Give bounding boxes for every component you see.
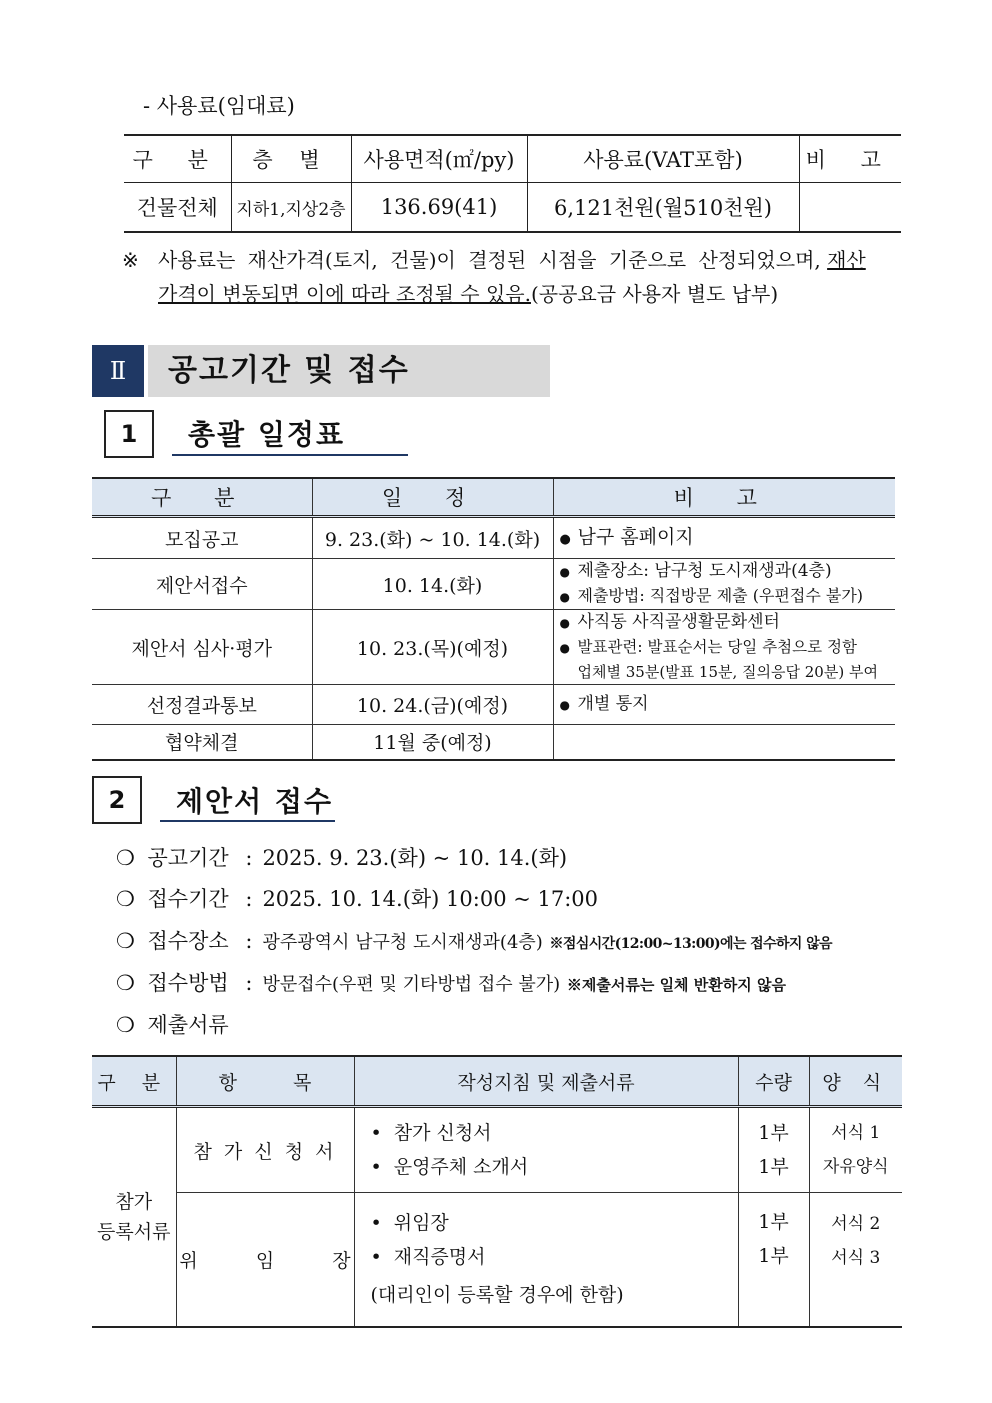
schedule-note: 사직동 사직골생활문화센터 <box>577 612 780 632</box>
submission-value: 광주광역시 남구청 도시재생과(4층) <box>262 932 543 953</box>
section-number: Ⅱ <box>92 345 144 397</box>
section-title: 공고기간 및 접수 <box>148 345 550 397</box>
rent-note-line1: 사용료는 재산가격(토지, 건물)이 결정된 시점을 기준으로 산정되었으며, <box>158 248 821 272</box>
schedule-title-underline <box>172 454 408 456</box>
bullet-icon: ● <box>559 565 570 579</box>
schedule-table <box>92 477 895 761</box>
documents-table <box>92 1055 902 1328</box>
submission-colon: : <box>245 846 253 870</box>
submission-extra: ※점심시간(12:00~13:00)에는 접수하지 않음 <box>549 936 832 952</box>
docs-note: (대리인이 등록할 경우에 한함) <box>370 1284 624 1307</box>
rent-cell-fee: 6,121천원(월510천원) <box>527 183 799 233</box>
submission-label: 공고기간 <box>147 846 229 870</box>
bullet-icon: ● <box>559 698 570 712</box>
rent-table <box>124 134 901 233</box>
schedule-header-remark: 비 고 <box>553 478 895 517</box>
schedule-note: 개별 통지 <box>577 694 649 714</box>
circle-bullet-icon: ❍ <box>116 971 135 995</box>
table-row <box>92 685 895 725</box>
schedule-name: 모집공고 <box>92 517 312 559</box>
schedule-title: 총괄 일정표 <box>188 418 345 451</box>
submission-extra: ※제출서류는 일체 반환하지 않음 <box>566 976 786 994</box>
submission-label: 접수방법 <box>147 971 229 995</box>
bullet-icon: ● <box>559 531 571 547</box>
bullet-icon: ● <box>559 616 570 630</box>
schedule-date: 9. 23.(화) ~ 10. 14.(화) <box>312 517 553 559</box>
schedule-number: 1 <box>104 410 154 458</box>
schedule-notes <box>553 685 895 725</box>
submission-number: 2 <box>92 776 142 824</box>
submission-item <box>116 925 832 955</box>
schedule-name: 제안서 심사·평가 <box>92 610 312 685</box>
submission-value: 2025. 9. 23.(화) ~ 10. 14.(화) <box>262 846 568 870</box>
docs-category-line: 참가 <box>115 1190 153 1213</box>
docs-qty <box>738 1107 809 1193</box>
docs-qty <box>738 1193 809 1327</box>
schedule-name: 선정결과통보 <box>92 685 312 725</box>
table-row <box>92 517 895 559</box>
schedule-header-date: 일 정 <box>312 478 553 517</box>
table-row <box>92 610 895 685</box>
submission-value: 방문접수(우편 및 기타방법 접수 불가) <box>262 974 561 995</box>
table-row <box>92 725 895 760</box>
docs-qty-value: 1부 <box>758 1245 789 1267</box>
schedule-date: 10. 24.(금)(예정) <box>312 685 553 725</box>
docs-header-qty: 수량 <box>738 1056 809 1107</box>
docs-qty-value: 1부 <box>758 1211 789 1233</box>
submission-item <box>116 883 598 913</box>
docs-list <box>354 1193 738 1327</box>
dot-bullet-icon: • <box>370 1246 382 1269</box>
rent-heading: - 사용료(임대료) <box>143 94 295 118</box>
schedule-date: 10. 14.(화) <box>312 559 553 610</box>
schedule-note: 발표관련: 발표순서는 당일 추첨으로 정함 <box>577 638 857 656</box>
table-row <box>92 559 895 610</box>
docs-item: 위 임 장 <box>176 1193 354 1327</box>
rent-note <box>158 243 903 311</box>
submission-colon: : <box>245 887 253 911</box>
docs-form-value: 서식 2 <box>831 1214 881 1234</box>
schedule-header-category: 구 분 <box>92 478 312 517</box>
circle-bullet-icon: ❍ <box>116 846 135 870</box>
schedule-note: 제출장소: 남구청 도시재생과(4층) <box>577 561 832 581</box>
schedule-notes <box>553 517 895 559</box>
docs-form <box>809 1193 902 1327</box>
rent-note-underline1: 재산 <box>827 248 866 272</box>
docs-category <box>92 1107 176 1327</box>
docs-item: 참 가 신 청 서 <box>176 1107 354 1193</box>
bullet-icon: ● <box>559 641 570 655</box>
rent-header-floor: 층 별 <box>231 135 351 183</box>
circle-bullet-icon: ❍ <box>116 1013 135 1037</box>
table-row <box>92 1107 902 1193</box>
docs-list <box>354 1107 738 1193</box>
docs-entry: 위임장 <box>393 1212 449 1235</box>
submission-title: 제안서 접수 <box>176 785 333 818</box>
table-row <box>92 1193 902 1327</box>
dot-bullet-icon: • <box>370 1212 382 1235</box>
schedule-date: 11월 중(예정) <box>312 725 553 760</box>
rent-cell-floor: 지하1,지상2층 <box>231 183 351 233</box>
docs-form-value: 자유양식 <box>822 1157 889 1177</box>
schedule-name: 제안서접수 <box>92 559 312 610</box>
schedule-name: 협약체결 <box>92 725 312 760</box>
docs-category-line: 등록서류 <box>97 1220 171 1243</box>
docs-form <box>809 1107 902 1193</box>
docs-header-item: 항 목 <box>176 1056 354 1107</box>
docs-form-value: 서식 1 <box>831 1123 881 1143</box>
submission-item <box>116 1009 229 1039</box>
docs-entry: 재직증명서 <box>393 1246 486 1269</box>
docs-form-value: 서식 3 <box>831 1248 881 1268</box>
submission-label: 접수장소 <box>147 929 229 953</box>
rent-header-remark: 비 고 <box>799 135 901 183</box>
rent-note-mark: ※ <box>122 248 139 272</box>
dot-bullet-icon: • <box>370 1122 382 1144</box>
circle-bullet-icon: ❍ <box>116 887 135 911</box>
submission-label: 접수기간 <box>147 887 229 911</box>
submission-item <box>116 967 786 997</box>
dot-bullet-icon: • <box>370 1156 382 1178</box>
rent-note-underline2: 가격이 변동되면 이에 따라 조정될 수 있음. <box>158 282 531 306</box>
schedule-notes <box>553 725 895 760</box>
docs-header-category: 구 분 <box>92 1056 176 1107</box>
schedule-date: 10. 23.(목)(예정) <box>312 610 553 685</box>
circle-bullet-icon: ❍ <box>116 929 135 953</box>
rent-header-category: 구 분 <box>124 135 231 183</box>
submission-title-underline <box>160 820 335 822</box>
docs-entry: 참가 신청서 <box>393 1122 492 1144</box>
rent-header-fee: 사용료(VAT포함) <box>527 135 799 183</box>
submission-value: 2025. 10. 14.(화) 10:00 ~ 17:00 <box>262 887 599 911</box>
schedule-notes <box>553 559 895 610</box>
rent-header-area: 사용면적(㎡/py) <box>351 135 527 183</box>
docs-header-form: 양 식 <box>809 1056 902 1107</box>
schedule-note: 제출방법: 직접방문 제출 (우편접수 불가) <box>577 586 864 605</box>
docs-header-guide: 작성지침 및 제출서류 <box>354 1056 738 1107</box>
docs-qty-value: 1부 <box>758 1122 789 1144</box>
rent-cell-area: 136.69(41) <box>351 183 527 233</box>
submission-label: 제출서류 <box>147 1013 229 1037</box>
submission-colon: : <box>245 929 253 953</box>
rent-cell-category: 건물전체 <box>124 183 231 233</box>
bullet-icon: ● <box>559 590 570 604</box>
docs-entry: 운영주체 소개서 <box>393 1156 529 1178</box>
submission-item <box>116 842 567 872</box>
schedule-note: 남구 홈페이지 <box>577 525 694 548</box>
schedule-notes <box>553 610 895 685</box>
rent-note-tail: (공공요금 사용자 별도 납부) <box>530 282 779 306</box>
rent-cell-remark <box>799 183 901 233</box>
docs-qty-value: 1부 <box>758 1156 789 1178</box>
schedule-note-cont: 업체별 35분(발표 15분, 질의응답 20분) 부여 <box>577 663 878 681</box>
submission-colon: : <box>245 971 253 995</box>
